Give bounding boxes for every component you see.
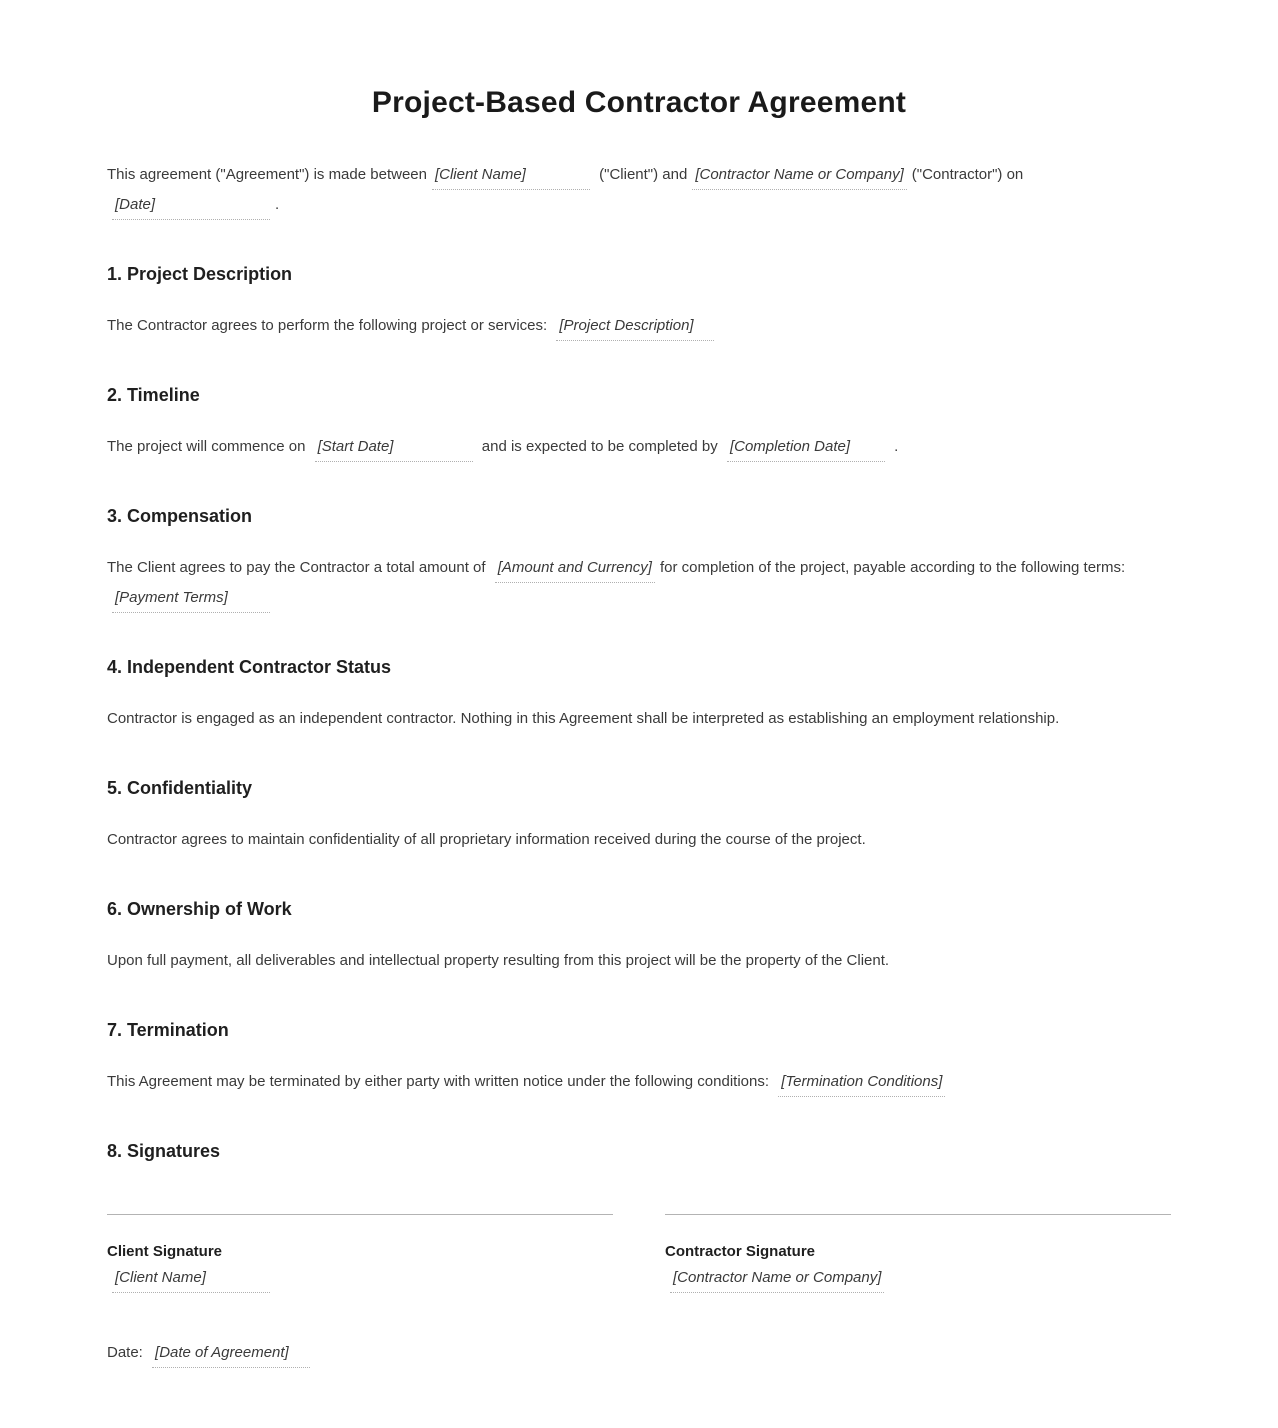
section-body xyxy=(107,432,1171,462)
section-text: for completion of the project, payable according to the following terms: xyxy=(659,559,1126,576)
intro-text-1: This agreement ("Agreement") is made between xyxy=(107,166,427,183)
section-body xyxy=(107,1067,1171,1097)
intro-text-4: . xyxy=(275,196,280,213)
section-timeline xyxy=(107,385,1171,462)
section-text: . xyxy=(894,438,899,455)
date-label: Date: xyxy=(107,1344,143,1361)
section-body xyxy=(107,553,1171,613)
section-text: Contractor agrees to maintain confidentiality of all proprietary information received during the course of the project. xyxy=(107,831,866,848)
amount-currency-field[interactable]: [Amount and Currency] xyxy=(495,558,655,583)
intro-paragraph xyxy=(107,160,1171,220)
client-signature-line xyxy=(107,1268,613,1293)
agreement-date-field[interactable]: [Date of Agreement] xyxy=(152,1343,310,1368)
section-text: Upon full payment, all deliverables and intellectual property resulting from this project will be the property of the Client. xyxy=(107,952,890,969)
intro-text-2: ("Client") and xyxy=(599,166,688,183)
section-text: The project will commence on xyxy=(107,438,306,455)
termination-conditions-field[interactable]: [Termination Conditions] xyxy=(778,1072,945,1097)
section-text: Contractor is engaged as an independent contractor. Nothing in this Agreement shall be interpreted as establishing an employment relationship. xyxy=(107,710,1060,727)
section-confidentiality xyxy=(107,778,1171,855)
section-text: This Agreement may be terminated by either party with written notice under the following conditions: xyxy=(107,1073,770,1090)
section-text: The Client agrees to pay the Contractor a total amount of xyxy=(107,559,486,576)
section-signatures xyxy=(107,1141,1171,1428)
signature-row xyxy=(107,1214,1171,1293)
section-heading: 3. Compensation xyxy=(107,506,253,526)
completion-date-field[interactable]: [Completion Date] xyxy=(727,437,885,462)
document-page xyxy=(107,0,1171,1428)
section-body xyxy=(107,825,1171,855)
section-termination xyxy=(107,1020,1171,1097)
contractor-signature-label: Contractor Signature xyxy=(665,1243,816,1260)
contractor-signature-block xyxy=(665,1214,1171,1293)
section-ownership-of-work xyxy=(107,899,1171,976)
page-title: Project-Based Contractor Agreement xyxy=(371,86,907,119)
section-independent-contractor-status xyxy=(107,657,1171,734)
intro-text-3: ("Contractor") on xyxy=(911,166,1024,183)
section-heading: 2. Timeline xyxy=(107,385,200,405)
section-text: and is expected to be completed by xyxy=(481,438,718,455)
section-heading: 5. Confidentiality xyxy=(107,778,253,798)
contractor-signature-name-field[interactable]: [Contractor Name or Company] xyxy=(670,1268,884,1293)
client-signature-label: Client Signature xyxy=(107,1243,223,1260)
section-heading: 8. Signatures xyxy=(107,1141,221,1161)
start-date-field[interactable]: [Start Date] xyxy=(315,437,473,462)
section-body xyxy=(107,946,1171,976)
client-signature-block xyxy=(107,1214,613,1293)
section-heading: 1. Project Description xyxy=(107,264,293,284)
section-body xyxy=(107,311,1171,341)
project-description-field[interactable]: [Project Description] xyxy=(556,316,714,341)
section-project-description xyxy=(107,264,1171,341)
section-body xyxy=(107,704,1171,734)
section-heading: 6. Ownership of Work xyxy=(107,899,292,919)
section-text: The Contractor agrees to perform the following project or services: xyxy=(107,317,548,334)
client-signature-name-field[interactable]: [Client Name] xyxy=(112,1268,270,1293)
client-name-field[interactable]: [Client Name] xyxy=(432,165,590,190)
section-compensation xyxy=(107,506,1171,613)
payment-terms-field[interactable]: [Payment Terms] xyxy=(112,588,270,613)
section-heading: 7. Termination xyxy=(107,1020,229,1040)
contractor-signature-line xyxy=(665,1268,1171,1293)
contractor-name-field[interactable]: [Contractor Name or Company] xyxy=(692,165,906,190)
section-heading: 4. Independent Contractor Status xyxy=(107,657,392,677)
date-field[interactable]: [Date] xyxy=(112,195,270,220)
date-row xyxy=(107,1343,1171,1428)
